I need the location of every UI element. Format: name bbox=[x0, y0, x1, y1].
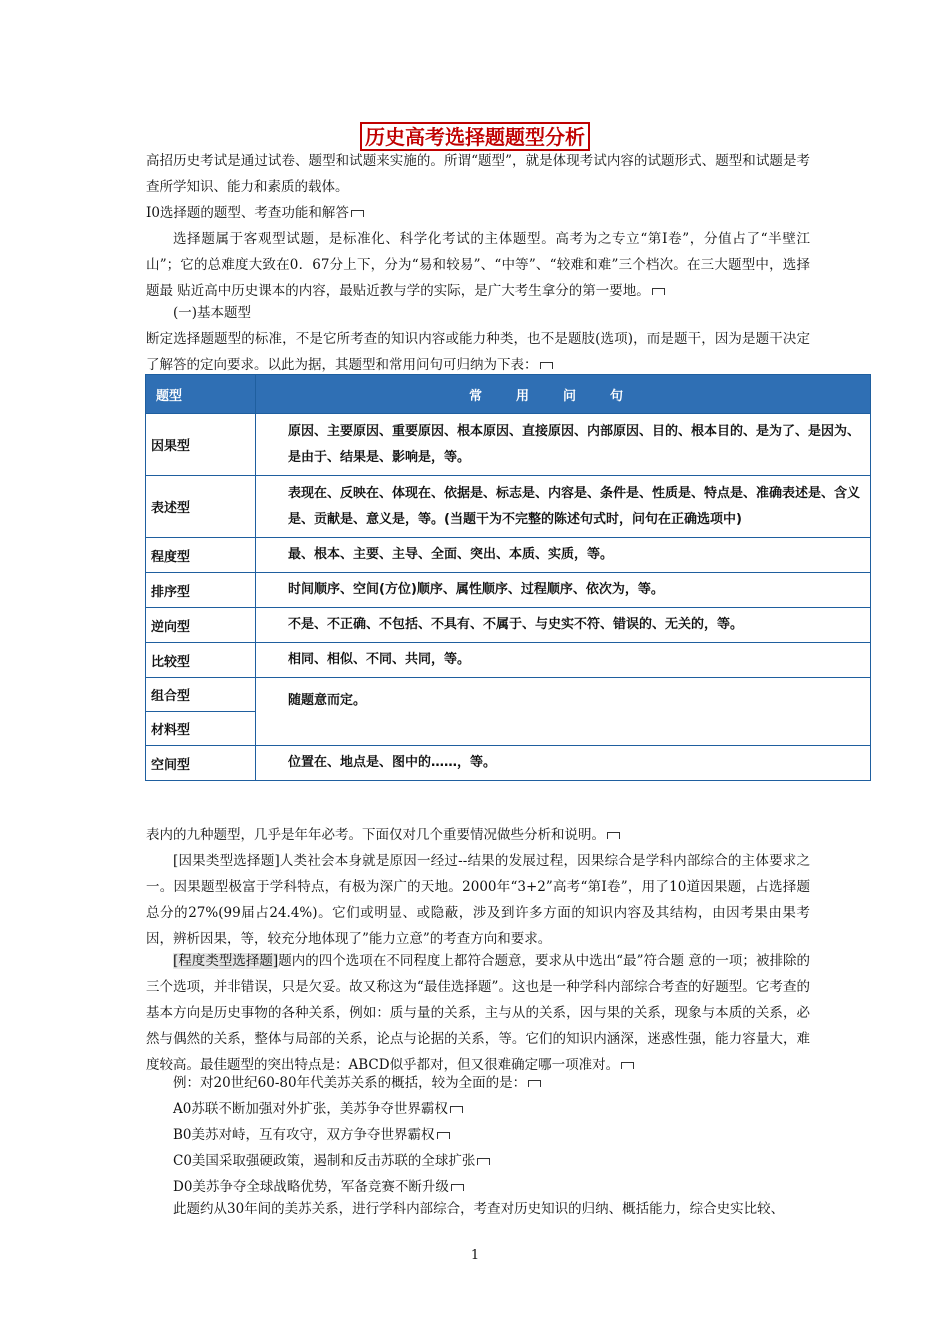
paragraph-mark-icon bbox=[451, 1184, 464, 1191]
title-box bbox=[0, 122, 950, 151]
subheading-basic-types bbox=[146, 300, 810, 326]
type-desc bbox=[256, 538, 871, 573]
document-title: 历史高考选择题题型分析 bbox=[360, 122, 590, 151]
degree-label: [程度类型选择题] bbox=[173, 953, 279, 969]
paragraph-mark-icon bbox=[437, 1132, 450, 1139]
example-question bbox=[146, 1070, 810, 1096]
type-desc bbox=[256, 573, 871, 608]
example-text: 例：对20世纪60-80年代美苏关系的概括，较为全面的是： bbox=[173, 1075, 527, 1091]
type-desc-text: 表现在、反映在、体现在、依据是、标志是、内容是、条件是、性质是、特点是、准确表述是、含义是、贡献是、意义是，等。(当题干为不完整的陈述句式时，问句在正确选项中) bbox=[288, 485, 861, 527]
intro-text: 高招历史考试是通过试卷、题型和试题来实施的。所谓“题型”，就是体现考试内容的试题形式、题型和试题是考查所学知识、能力和素质的载体。 bbox=[146, 153, 810, 195]
type-desc bbox=[256, 643, 871, 678]
table-row bbox=[146, 573, 871, 608]
paragraph-2 bbox=[146, 326, 810, 378]
option-a bbox=[146, 1096, 810, 1122]
paragraph-1-text: 选择题属于客观型试题，是标准化、科学化考试的主体题型。高考为之专立“第Ⅰ卷”，分值占了“半壁江山”；它的总难度大致在0．67分上下，分为“易和较易”、“中等”、“较难和难”三个档次。在三大题型中，选择题最 贴近高中历史课本的内容，最贴近教与学的实际，是广大考生拿分的第一要地。 bbox=[146, 231, 810, 299]
paragraph-3 bbox=[146, 822, 810, 848]
table-header-row bbox=[146, 375, 871, 414]
paragraph-mark-icon bbox=[607, 832, 620, 839]
type-desc-text: 相同、相似、不同、共同，等。 bbox=[288, 652, 471, 667]
type-desc-text: 位置在、地点是、图中的……，等。 bbox=[288, 755, 497, 770]
paragraph-causal-text: 人类社会本身就是原因一经过--结果的发展过程，因果综合是学科内部综合的主体要求之一。因果题型极富于学科特点，有极为深广的天地。2000年“3+2”高考“第Ⅰ卷”，用了10道因果题，占选择题总分的27%(99届占24.4%)。它们或明显、或隐蔽，涉及到许多方面的知识内容及其结构，由因考果由果考因，辨析因果，等，较充分地体现了”能力立意”的考查方向和要求。 bbox=[146, 853, 810, 947]
intro-paragraph bbox=[146, 148, 810, 200]
type-desc-text: 不是、不正确、不包括、不具有、不属于、与史实不符、错误的、无关的，等。 bbox=[288, 617, 744, 632]
paragraph-1 bbox=[146, 226, 810, 304]
question-type-table bbox=[145, 374, 871, 781]
type-name: 排序型 bbox=[146, 573, 256, 608]
table-row bbox=[146, 538, 871, 573]
paragraph-causal bbox=[146, 848, 810, 952]
header-question: 常用问句 bbox=[256, 375, 871, 414]
page-number: 1 bbox=[470, 1248, 480, 1263]
type-desc-text: 随题意而定。 bbox=[288, 693, 367, 708]
table-row bbox=[146, 476, 871, 538]
type-desc-text: 原因、主要原因、重要原因、根本原因、直接原因、内部原因、目的、根本目的、是为了、是因为、是由于、结果是、影响是，等。 bbox=[288, 423, 861, 465]
paragraph-mark-icon bbox=[621, 1062, 634, 1069]
type-name: 程度型 bbox=[146, 538, 256, 573]
table-row bbox=[146, 608, 871, 643]
section-heading-text: Ⅰ0选择题的题型、考查功能和解答 bbox=[146, 205, 349, 221]
type-name: 比较型 bbox=[146, 643, 256, 678]
paragraph-degree-text: 题内的四个选项在不同程度上都符合题意，要求从中选出“最”符合题 意的一项；被排除的三个选项，并非错误，只是欠妥。故又称这为“最佳选择题”。这也是一种学科内部综合考查的好题型。它考查的基本方向是历史事物的各种关系，例如：质与量的关系，主与从的关系，因与果的关系，现象与本质的关系，必然与偶然的关系，整体与局部的关系，论点与论据的关系，等。它们的知识内涵深，迷惑性强，能力容量大，难度较高。最佳题型的突出特点是：ABCD似乎都对，但又很难确定哪一项准对。 bbox=[146, 953, 810, 1073]
paragraph-mark-icon bbox=[652, 288, 665, 295]
table-row bbox=[146, 643, 871, 678]
type-name: 空间型 bbox=[146, 746, 256, 781]
paragraph-analysis-text: 此题约从30年间的美苏关系，进行学科内部综合，考查对历史知识的归纳、概括能力，综合史实比较、 bbox=[173, 1201, 785, 1217]
paragraph-mark-icon bbox=[351, 210, 364, 217]
type-desc bbox=[256, 414, 871, 476]
option-d-text: D0美苏争夺全球战略优势，军备竞赛不断升级 bbox=[173, 1179, 449, 1195]
paragraph-3-text: 表内的九种题型，几乎是年年必考。下面仅对几个重要情况做些分析和说明。 bbox=[146, 827, 605, 843]
type-name: 材料型 bbox=[146, 712, 256, 746]
type-desc-text: 时间顺序、空间(方位)顺序、属性顺序、过程顺序、依次为，等。 bbox=[288, 582, 664, 597]
type-desc bbox=[256, 746, 871, 781]
causal-label: [因果类型选择题] bbox=[173, 853, 280, 869]
paragraph-mark-icon bbox=[540, 362, 553, 369]
header-type: 题型 bbox=[146, 375, 256, 414]
paragraph-mark-icon bbox=[528, 1080, 541, 1087]
table-row bbox=[146, 746, 871, 781]
table-row bbox=[146, 414, 871, 476]
paragraph-mark-icon bbox=[450, 1106, 463, 1113]
section-heading bbox=[146, 200, 810, 226]
type-desc-text: 最、根本、主要、主导、全面、突出、本质、实质，等。 bbox=[288, 547, 614, 562]
option-c bbox=[146, 1148, 810, 1174]
type-name: 逆向型 bbox=[146, 608, 256, 643]
paragraph-mark-icon bbox=[477, 1158, 490, 1165]
paragraph-analysis bbox=[146, 1196, 810, 1222]
type-name: 组合型 bbox=[146, 678, 256, 712]
type-name: 表述型 bbox=[146, 476, 256, 538]
option-b-text: B0美苏对峙，互有攻守，双方争夺世界霸权 bbox=[173, 1127, 435, 1143]
type-name: 因果型 bbox=[146, 414, 256, 476]
type-desc bbox=[256, 476, 871, 538]
table-row bbox=[146, 678, 871, 712]
type-desc bbox=[256, 678, 871, 746]
subheading-text: (一)基本题型 bbox=[173, 305, 252, 321]
option-a-text: A0苏联不断加强对外扩张，美苏争夺世界霸权 bbox=[173, 1101, 448, 1117]
paragraph-degree bbox=[146, 948, 810, 1078]
type-desc bbox=[256, 608, 871, 643]
option-c-text: C0美国采取强硬政策，遏制和反击苏联的全球扩张 bbox=[173, 1153, 476, 1169]
paragraph-2-text: 断定选择题题型的标准，不是它所考查的知识内容或能力种类，也不是题肢(选项)，而是题干，因为是题干决定了解答的定向要求。以此为据，其题型和常用问句可归纳为下表： bbox=[146, 331, 810, 373]
option-b bbox=[146, 1122, 810, 1148]
